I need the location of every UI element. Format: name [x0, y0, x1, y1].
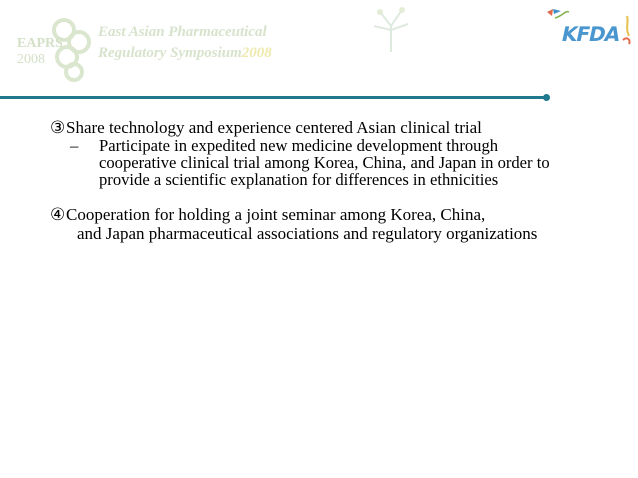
event-title-year: 2008 — [241, 45, 272, 61]
slide-header — [0, 0, 638, 96]
dash-bullet-icon: – — [70, 136, 79, 155]
sub-bullet — [70, 137, 620, 188]
bullet-item-4-continuation: and Japan pharmaceutical associations and regulatory organizations — [77, 224, 538, 243]
kfda-logo-text: KFDA — [559, 22, 622, 46]
bullet-item-4-head — [50, 205, 620, 224]
event-title — [98, 22, 272, 64]
sub-bullet-text: Participate in expedited new medicine development through cooperative clinical trial among Korea, China, and Japan in order to provide a scientific explanation for differences in ethnicities — [99, 136, 550, 189]
bullet-item-3-text: Share technology and experience centered Asian clinical trial — [66, 118, 482, 137]
bullet-item-3-head — [50, 118, 620, 137]
circled-number-4-icon: ④ — [50, 205, 66, 224]
flower-decoration-icon — [362, 6, 420, 54]
spacer — [50, 188, 620, 205]
bullet-item-4-first-line: Cooperation for holding a joint seminar among Korea, China, — [66, 205, 486, 224]
slide-body — [50, 118, 620, 243]
header-divider-dot — [543, 94, 550, 101]
bullet-item-4 — [50, 205, 620, 243]
eaprs-logo-year: 2008 — [17, 52, 45, 67]
bullet-item-3 — [50, 118, 620, 188]
event-title-line1: East Asian Pharmaceutical — [98, 24, 267, 40]
header-divider-line — [0, 96, 548, 99]
circled-number-3-icon: ③ — [50, 118, 66, 137]
event-title-line2: Regulatory Symposium — [98, 45, 242, 61]
eaprs-logo-text: EAPRS — [17, 36, 63, 51]
event-title-line2-wrap — [98, 43, 272, 64]
